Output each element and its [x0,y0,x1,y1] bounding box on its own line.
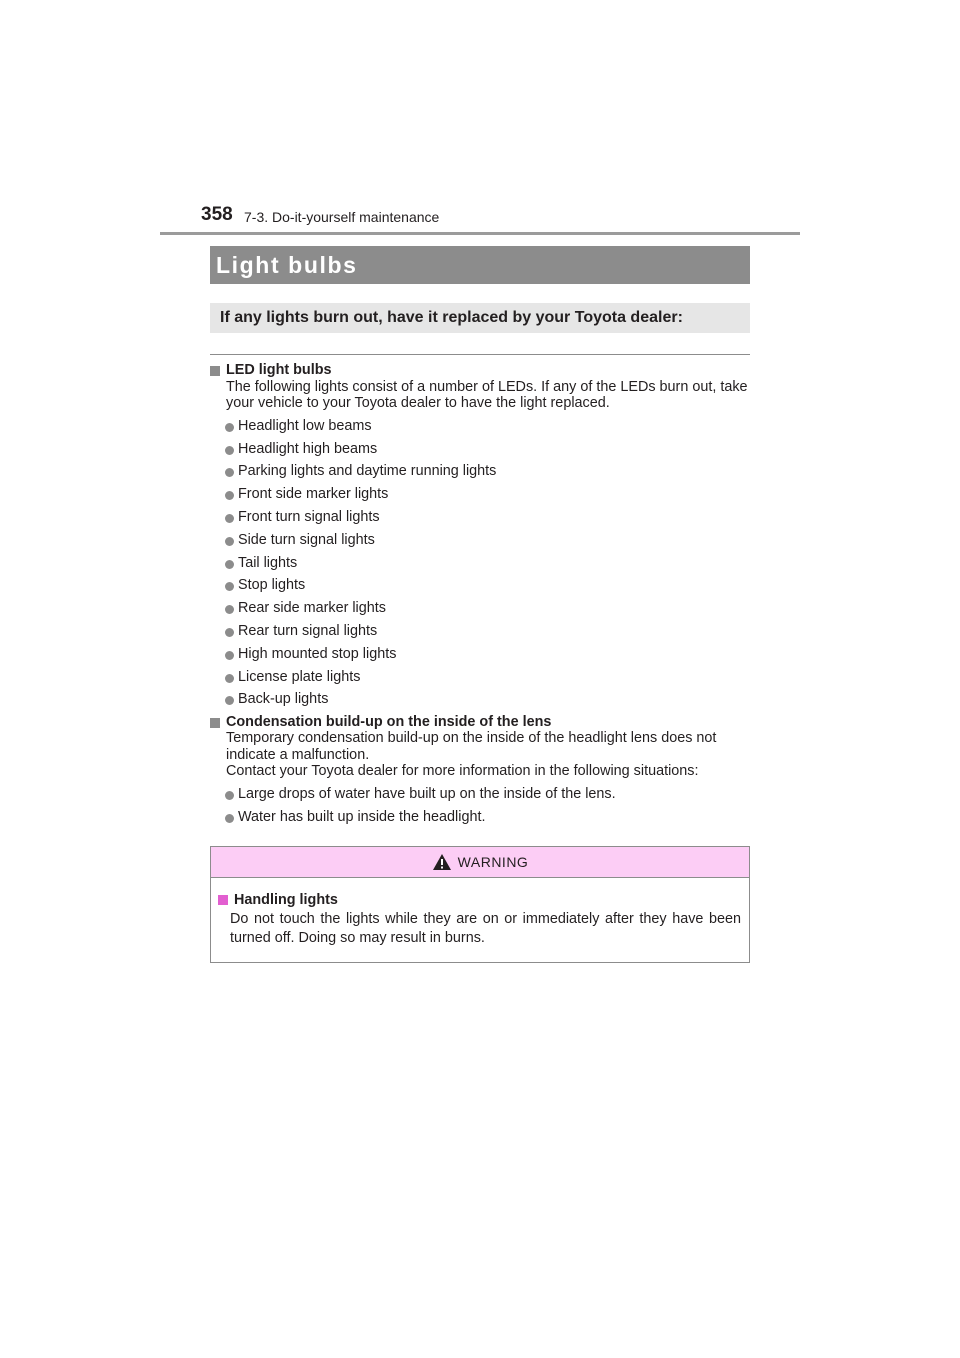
warning-label: WARNING [457,854,529,870]
warning-heading-text: Handling lights [234,892,338,908]
condensation-list [210,786,750,825]
list-item: Large drops of water have built up on the inside of the lens. [210,786,750,803]
list-item: Parking lights and daytime running lights [210,463,750,480]
warning-heading [218,891,741,910]
condensation-text-1: Temporary condensation build-up on the inside of the headlight lens does not indicate a malfunction. [226,730,717,763]
bullet-icon [225,605,234,614]
warning-box [210,846,750,963]
led-list [210,418,750,708]
bullet-icon [225,674,234,683]
list-item: Front side marker lights [210,486,750,503]
subtitle-text: If any lights burn out, have it replaced by your Toyota dealer: [220,309,683,326]
warning-text: Do not touch the lights while they are on or immediately after they have been turned off. Doing so may result in burns. [230,911,741,946]
warning-header [211,847,749,878]
list-item: Water has built up inside the headlight. [210,809,750,826]
square-bullet-icon [210,366,220,376]
square-bullet-icon [210,718,220,728]
bullet-icon [225,537,234,546]
page-title [210,246,750,284]
page-title-text: Light bulbs [216,251,358,278]
bullet-icon [225,491,234,500]
main-content [210,362,750,825]
led-heading [210,362,750,379]
bullet-icon [225,791,234,800]
subtitle-bar [210,303,750,333]
list-item: Rear turn signal lights [210,623,750,640]
warning-body [211,878,749,948]
bullet-icon [225,423,234,432]
list-item: Back-up lights [210,691,750,708]
list-item: Headlight low beams [210,418,750,435]
list-item: Front turn signal lights [210,509,750,526]
divider [210,354,750,355]
bullet-icon [225,582,234,591]
list-item: Stop lights [210,577,750,594]
bullet-icon [225,628,234,637]
bullet-icon [225,560,234,569]
led-heading-text: LED light bulbs [226,362,332,378]
condensation-heading [210,714,750,731]
list-item: High mounted stop lights [210,646,750,663]
list-item: Side turn signal lights [210,532,750,549]
list-item: License plate lights [210,669,750,686]
list-item: Tail lights [210,555,750,572]
warning-triangle-icon [432,853,452,871]
condensation-text-2: Contact your Toyota dealer for more information in the following situations: [226,763,699,780]
header-rule [160,232,800,235]
condensation-heading-text: Condensation build-up on the inside of the lens [226,713,552,730]
section-title: 7-3. Do-it-yourself maintenance [244,209,440,225]
square-bullet-icon [218,895,228,905]
list-item: Headlight high beams [210,441,750,458]
bullet-icon [225,468,234,477]
bullet-icon [225,446,234,455]
page-number: 358 [201,204,233,225]
list-item: Rear side marker lights [210,600,750,617]
led-intro: The following lights consist of a number of LEDs. If any of the LEDs burn out, take your vehicle to your Toyota dealer to have the light replaced. [226,378,748,411]
bullet-icon [225,514,234,523]
bullet-icon [225,814,234,823]
bullet-icon [225,696,234,705]
bullet-icon [225,651,234,660]
